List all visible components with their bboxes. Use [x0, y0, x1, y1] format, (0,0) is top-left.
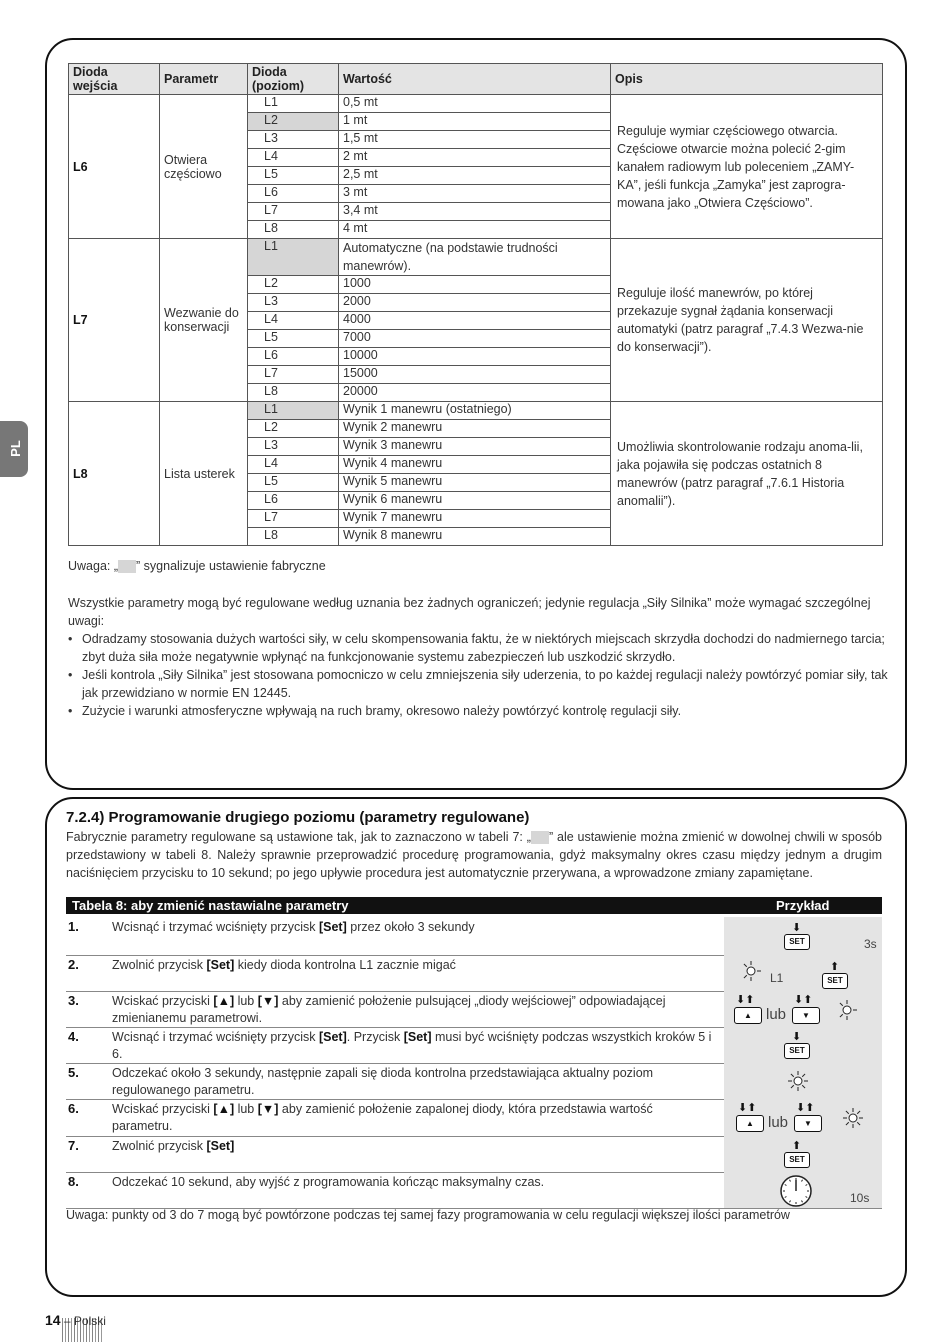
factory-swatch [531, 831, 549, 844]
step-text [112, 957, 712, 974]
level-cell: L8 [248, 528, 339, 546]
step-row [66, 991, 882, 1028]
level-cell: L4 [248, 149, 339, 167]
factory-swatch [118, 560, 136, 573]
level-cell: L6 [248, 348, 339, 366]
down-key-icon: ▼ [792, 1007, 820, 1024]
step-text-part: [▲] [213, 1102, 235, 1116]
led-label: L1 [770, 971, 784, 985]
step-text [112, 1065, 712, 1099]
value-cell: Wynik 1 manewru (ostatniego) [339, 402, 611, 420]
step-text-part: Wcisnąć i trzymać wciśnięty przycisk [112, 920, 319, 934]
value-cell: 4 mt [339, 221, 611, 239]
step-row [66, 955, 882, 992]
or-label: lub [766, 1006, 787, 1023]
step-example [724, 1027, 882, 1063]
step-text-part: [Set] [403, 1030, 432, 1044]
value-cell: Wynik 3 manewru [339, 438, 611, 456]
step-text-part: lub [234, 994, 258, 1008]
table-row [69, 402, 883, 420]
value-cell: 10000 [339, 348, 611, 366]
step-text-part: Zwolnić przycisk [112, 1139, 207, 1153]
press-arrow-icon: ⬇ [792, 1031, 802, 1043]
step-number: 2. [68, 957, 79, 972]
step-text-part: [▼] [257, 1102, 279, 1116]
level-cell: L6 [248, 185, 339, 203]
value-cell: 7000 [339, 330, 611, 348]
description-cell: Umożliwia skontrolowanie rodzaju anoma-lii, jaka pojawiła się podczas ostatnich 8 manewrów (patrz paragraf „7.6.1 Historia anomalii”). [611, 402, 883, 546]
table8-title: Tabela 8: aby zmienić nastawialne parametry [72, 898, 349, 913]
step-row [66, 1063, 882, 1100]
parameters-table [68, 63, 883, 546]
section-title: 7.2.4) Programowanie drugiego poziomu (parametry regulowane) [66, 809, 530, 826]
timer-icon [779, 1174, 813, 1208]
press-release-arrows-icon: ⬇⬆ [738, 1102, 757, 1114]
table8-header [66, 897, 882, 914]
step-row [66, 917, 882, 956]
level-cell: L4 [248, 456, 339, 474]
level-cell: L2 [248, 276, 339, 294]
input-led-cell: L6 [69, 95, 160, 239]
level-cell: L2 [248, 113, 339, 131]
col-header: Parametr [160, 64, 248, 95]
down-key-icon: ▼ [794, 1115, 822, 1132]
step-example [724, 1136, 882, 1172]
step-text [112, 1029, 712, 1063]
level-cell: L2 [248, 420, 339, 438]
page-number: 14 [45, 1312, 61, 1328]
value-cell: Wynik 6 manewru [339, 492, 611, 510]
value-cell: 1 mt [339, 113, 611, 131]
description-cell: Reguluje ilość manewrów, po której przekazuje sygnał żądania konserwacji automatyki (patrz paragraf „7.4.3 Wezwa-nie do konserwacji”). [611, 239, 883, 402]
parameter-cell: Wezwanie do konserwacji [160, 239, 248, 402]
value-cell: Wynik 8 manewru [339, 528, 611, 546]
step-row [66, 1099, 882, 1137]
input-led-cell: L7 [69, 239, 160, 402]
description-cell: Reguluje wymiar częściowego otwarcia. Częściowe otwarcie można polecić 2-gim kanałem radiowym lub poleceniem „ZAMY-KA”, jeśli funkcja „Zamyka” jest zaprogra-mowana jako „Otwiera Częściowo”. [611, 95, 883, 239]
language-tab[interactable]: PL [0, 421, 28, 477]
press-release-arrows-icon: ⬇⬆ [736, 994, 755, 1006]
set-button-icon: SET [822, 973, 848, 989]
example-header: Przykład [776, 898, 830, 913]
table-row [69, 95, 883, 113]
parameter-cell: Lista usterek [160, 402, 248, 546]
table8-note: Uwaga: punkty od 3 do 7 mogą być powtórzone podczas tej samej fazy programowania w celu regulacji większej ilości parametrów [66, 1208, 790, 1222]
or-label: lub [768, 1114, 789, 1131]
value-cell: 1000 [339, 276, 611, 294]
step-number: 1. [68, 919, 79, 934]
value-cell: 2000 [339, 294, 611, 312]
set-button-icon: SET [784, 1152, 810, 1168]
step-text [112, 919, 712, 936]
time-label: 10s [850, 1191, 870, 1205]
step-text [112, 1138, 712, 1155]
step-text-part: Wciskać przyciski [112, 1102, 214, 1116]
value-cell: 1,5 mt [339, 131, 611, 149]
release-arrow-icon: ⬆ [792, 1140, 802, 1152]
step-text-part: kiedy dioda kontrolna L1 zacznie migać [234, 958, 456, 972]
factory-note: Uwaga: „ ” sygnalizuje ustawienie fabryczne [68, 559, 326, 573]
value-cell: 3,4 mt [339, 203, 611, 221]
level-cell: L1 [248, 239, 339, 276]
page-footer: 14 – Polski [45, 1312, 106, 1328]
step-text-part: [Set] [206, 1139, 235, 1153]
bullet-item: • Odradzamy stosowania dużych wartości siły, w celu skompensowania faktu, że w niektórych miejscach skrzydła dochodzi do nadmiernego tarcia; zbyt duża siła może negatywnie wpłynąć na funkcjonowanie systemu zabezpieczeń lub uszkodzić skrzydło. [68, 632, 885, 664]
value-cell: 3 mt [339, 185, 611, 203]
value-cell: Wynik 5 manewru [339, 474, 611, 492]
step-number: 7. [68, 1138, 79, 1153]
level-cell: L5 [248, 167, 339, 185]
value-cell: Wynik 4 manewru [339, 456, 611, 474]
level-cell: L7 [248, 203, 339, 221]
blinking-led-icon [836, 999, 858, 1021]
step-row [66, 1172, 882, 1209]
col-header: Opis [611, 64, 883, 95]
level-cell: L7 [248, 510, 339, 528]
level-cell: L4 [248, 312, 339, 330]
step-text [112, 993, 712, 1027]
press-arrow-icon: ⬇ [792, 922, 802, 934]
step-example [724, 1172, 882, 1208]
force-paragraph: Wszystkie parametry mogą być regulowane według uznania bez żadnych ograniczeń; jedynie regulacja „Siły Silnika” może wymagać szczególnej uwagi: [68, 596, 871, 628]
level-cell: L6 [248, 492, 339, 510]
step-example [724, 1099, 882, 1136]
step-number: 6. [68, 1101, 79, 1116]
step-text-part: . Przycisk [346, 1030, 404, 1044]
step-text-part: Wciskać przyciski [112, 994, 214, 1008]
table-header-row [69, 64, 883, 95]
input-led-cell: L8 [69, 402, 160, 546]
step-text-part: Odczekać 10 sekund, aby wyjść z programowania kończąc maksymalny czas. [112, 1175, 545, 1189]
level-cell: L1 [248, 402, 339, 420]
step-text-part: przez około 3 sekundy [346, 920, 475, 934]
col-header: Dioda (poziom) [248, 64, 339, 95]
step-example [724, 917, 882, 955]
set-button-icon: SET [784, 934, 810, 950]
level-cell: L3 [248, 438, 339, 456]
section-intro: Fabrycznie parametry regulowane są ustawione tak, jak to zaznaczono w tabeli 7: „ ” ale ustawienie można zmienić w dowolnej chwili w sposób przedstawiony w tabeli 8. Należy sprawnie przeprowadzić procedurę programowania, gdyż maksymalny okres czasu między jednym a drugim naciśnięciem przycisku to 10 sekund; po jego upływie procedura jest automatycznie przerywana, a wprowadzone zmiany zapamiętane. [66, 830, 882, 880]
level-cell: L8 [248, 221, 339, 239]
level-cell: L5 [248, 474, 339, 492]
parameter-cell: Otwiera częściowo [160, 95, 248, 239]
blinking-led-icon [740, 960, 762, 982]
press-release-arrows-icon: ⬇⬆ [794, 994, 813, 1006]
value-cell: 20000 [339, 384, 611, 402]
step-row [66, 1027, 882, 1064]
step-text-part: [▲] [213, 994, 235, 1008]
value-cell: 4000 [339, 312, 611, 330]
value-cell: 2,5 mt [339, 167, 611, 185]
step-text-part: [Set] [318, 920, 347, 934]
bullet-item: • Jeśli kontrola „Siły Silnika” jest stosowana pomocniczo w celu zmniejszenia siły uderzenia, to po każdej regulacji należy powtórzyć pomiar siły, tak jak przewidziano w normie EN 12445. [68, 668, 888, 700]
press-release-arrows-icon: ⬇⬆ [796, 1102, 815, 1114]
step-text [112, 1101, 712, 1135]
value-cell: 0,5 mt [339, 95, 611, 113]
level-cell: L5 [248, 330, 339, 348]
step-text-part: aby zamienić położenie zapalonej diody, która przedstawia wartość parametru. [112, 1102, 653, 1133]
level-cell: L3 [248, 294, 339, 312]
step-row [66, 1136, 882, 1173]
step-text [112, 1174, 712, 1191]
step-text-part: [Set] [318, 1030, 347, 1044]
value-cell: 2 mt [339, 149, 611, 167]
time-label: 3s [864, 937, 877, 951]
value-cell: Wynik 7 manewru [339, 510, 611, 528]
step-example [724, 1063, 882, 1099]
level-cell: L1 [248, 95, 339, 113]
step-number: 4. [68, 1029, 79, 1044]
step-text-part: aby zamienić położenie pulsującej „diody wejściowej” odpowiadającej zmienianemu parametrowi. [112, 994, 666, 1025]
step-text-part: Wcisnąć i trzymać wciśnięty przycisk [112, 1030, 319, 1044]
step-text-part: lub [234, 1102, 258, 1116]
step-example [724, 955, 882, 991]
value-cell: 15000 [339, 366, 611, 384]
set-button-icon: SET [784, 1043, 810, 1059]
step-text-part: musi być wciśnięty podczas wszystkich kroków 5 i 6. [112, 1030, 712, 1061]
col-header: Dioda wejścia [69, 64, 160, 95]
col-header: Wartość [339, 64, 611, 95]
step-text-part: Odczekać około 3 sekundy, następnie zapali się dioda kontrolna przedstawiająca aktualny poziom regulowanego parametru. [112, 1066, 654, 1097]
value-cell: Wynik 2 manewru [339, 420, 611, 438]
step-text-part: [Set] [206, 958, 235, 972]
step-text-part: Zwolnić przycisk [112, 958, 207, 972]
value-cell: Automatyczne (na podstawie trudności manewrów). [339, 239, 611, 276]
bullet-item: • Zużycie i warunki atmosferyczne wpływają na ruch bramy, okresowo należy powtórzyć kontrolę regulacji siły. [68, 704, 682, 718]
step-example [724, 991, 882, 1027]
level-cell: L7 [248, 366, 339, 384]
release-arrow-icon: ⬆ [830, 961, 840, 973]
lit-led-icon [787, 1070, 809, 1092]
step-number: 3. [68, 993, 79, 1008]
level-cell: L8 [248, 384, 339, 402]
level-cell: L3 [248, 131, 339, 149]
up-key-icon: ▲ [736, 1115, 764, 1132]
step-number: 8. [68, 1174, 79, 1189]
step-text-part: [▼] [257, 994, 279, 1008]
lit-led-icon [842, 1107, 864, 1129]
up-key-icon: ▲ [734, 1007, 762, 1024]
step-number: 5. [68, 1065, 79, 1080]
